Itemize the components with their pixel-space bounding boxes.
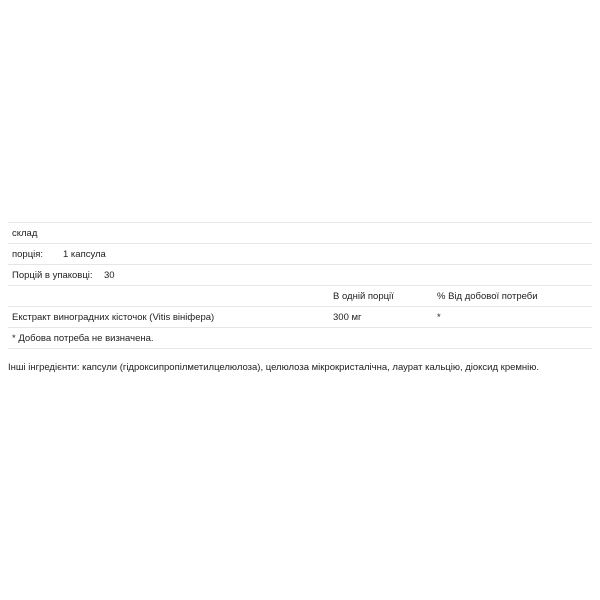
title-row <box>8 222 592 243</box>
footnote: * Добова потреба не визначена. <box>12 333 154 344</box>
serving-size-label: порція: <box>12 249 44 260</box>
panel-title: склад <box>12 228 38 239</box>
ingredient-daily-value: * <box>437 312 441 323</box>
other-ingredients: Інші інгредієнти: капсули (гідроксипропілметилцелюлоза), целюлоза мікрокристалічна, лаурат кальцію, діоксид кремнію. <box>8 362 540 373</box>
servings-per-container-label: Порцій в упаковці: <box>12 270 93 281</box>
serving-size-value: 1 капсула <box>63 249 106 260</box>
supplement-facts-panel <box>8 222 592 349</box>
per-serving-header: В одній порції <box>333 291 394 302</box>
serving-size-row <box>8 243 592 264</box>
ingredient-amount: 300 мг <box>333 312 362 323</box>
table-header-row <box>8 285 592 306</box>
table-row <box>8 306 592 327</box>
divider <box>8 348 592 349</box>
ingredient-name: Екстракт виноградних кісточок (Vitis вініфера) <box>12 312 215 323</box>
servings-per-container-row <box>8 264 592 285</box>
daily-value-header: % Від добової потреби <box>437 291 538 302</box>
footnote-row <box>8 327 592 348</box>
servings-per-container-value: 30 <box>104 270 115 281</box>
